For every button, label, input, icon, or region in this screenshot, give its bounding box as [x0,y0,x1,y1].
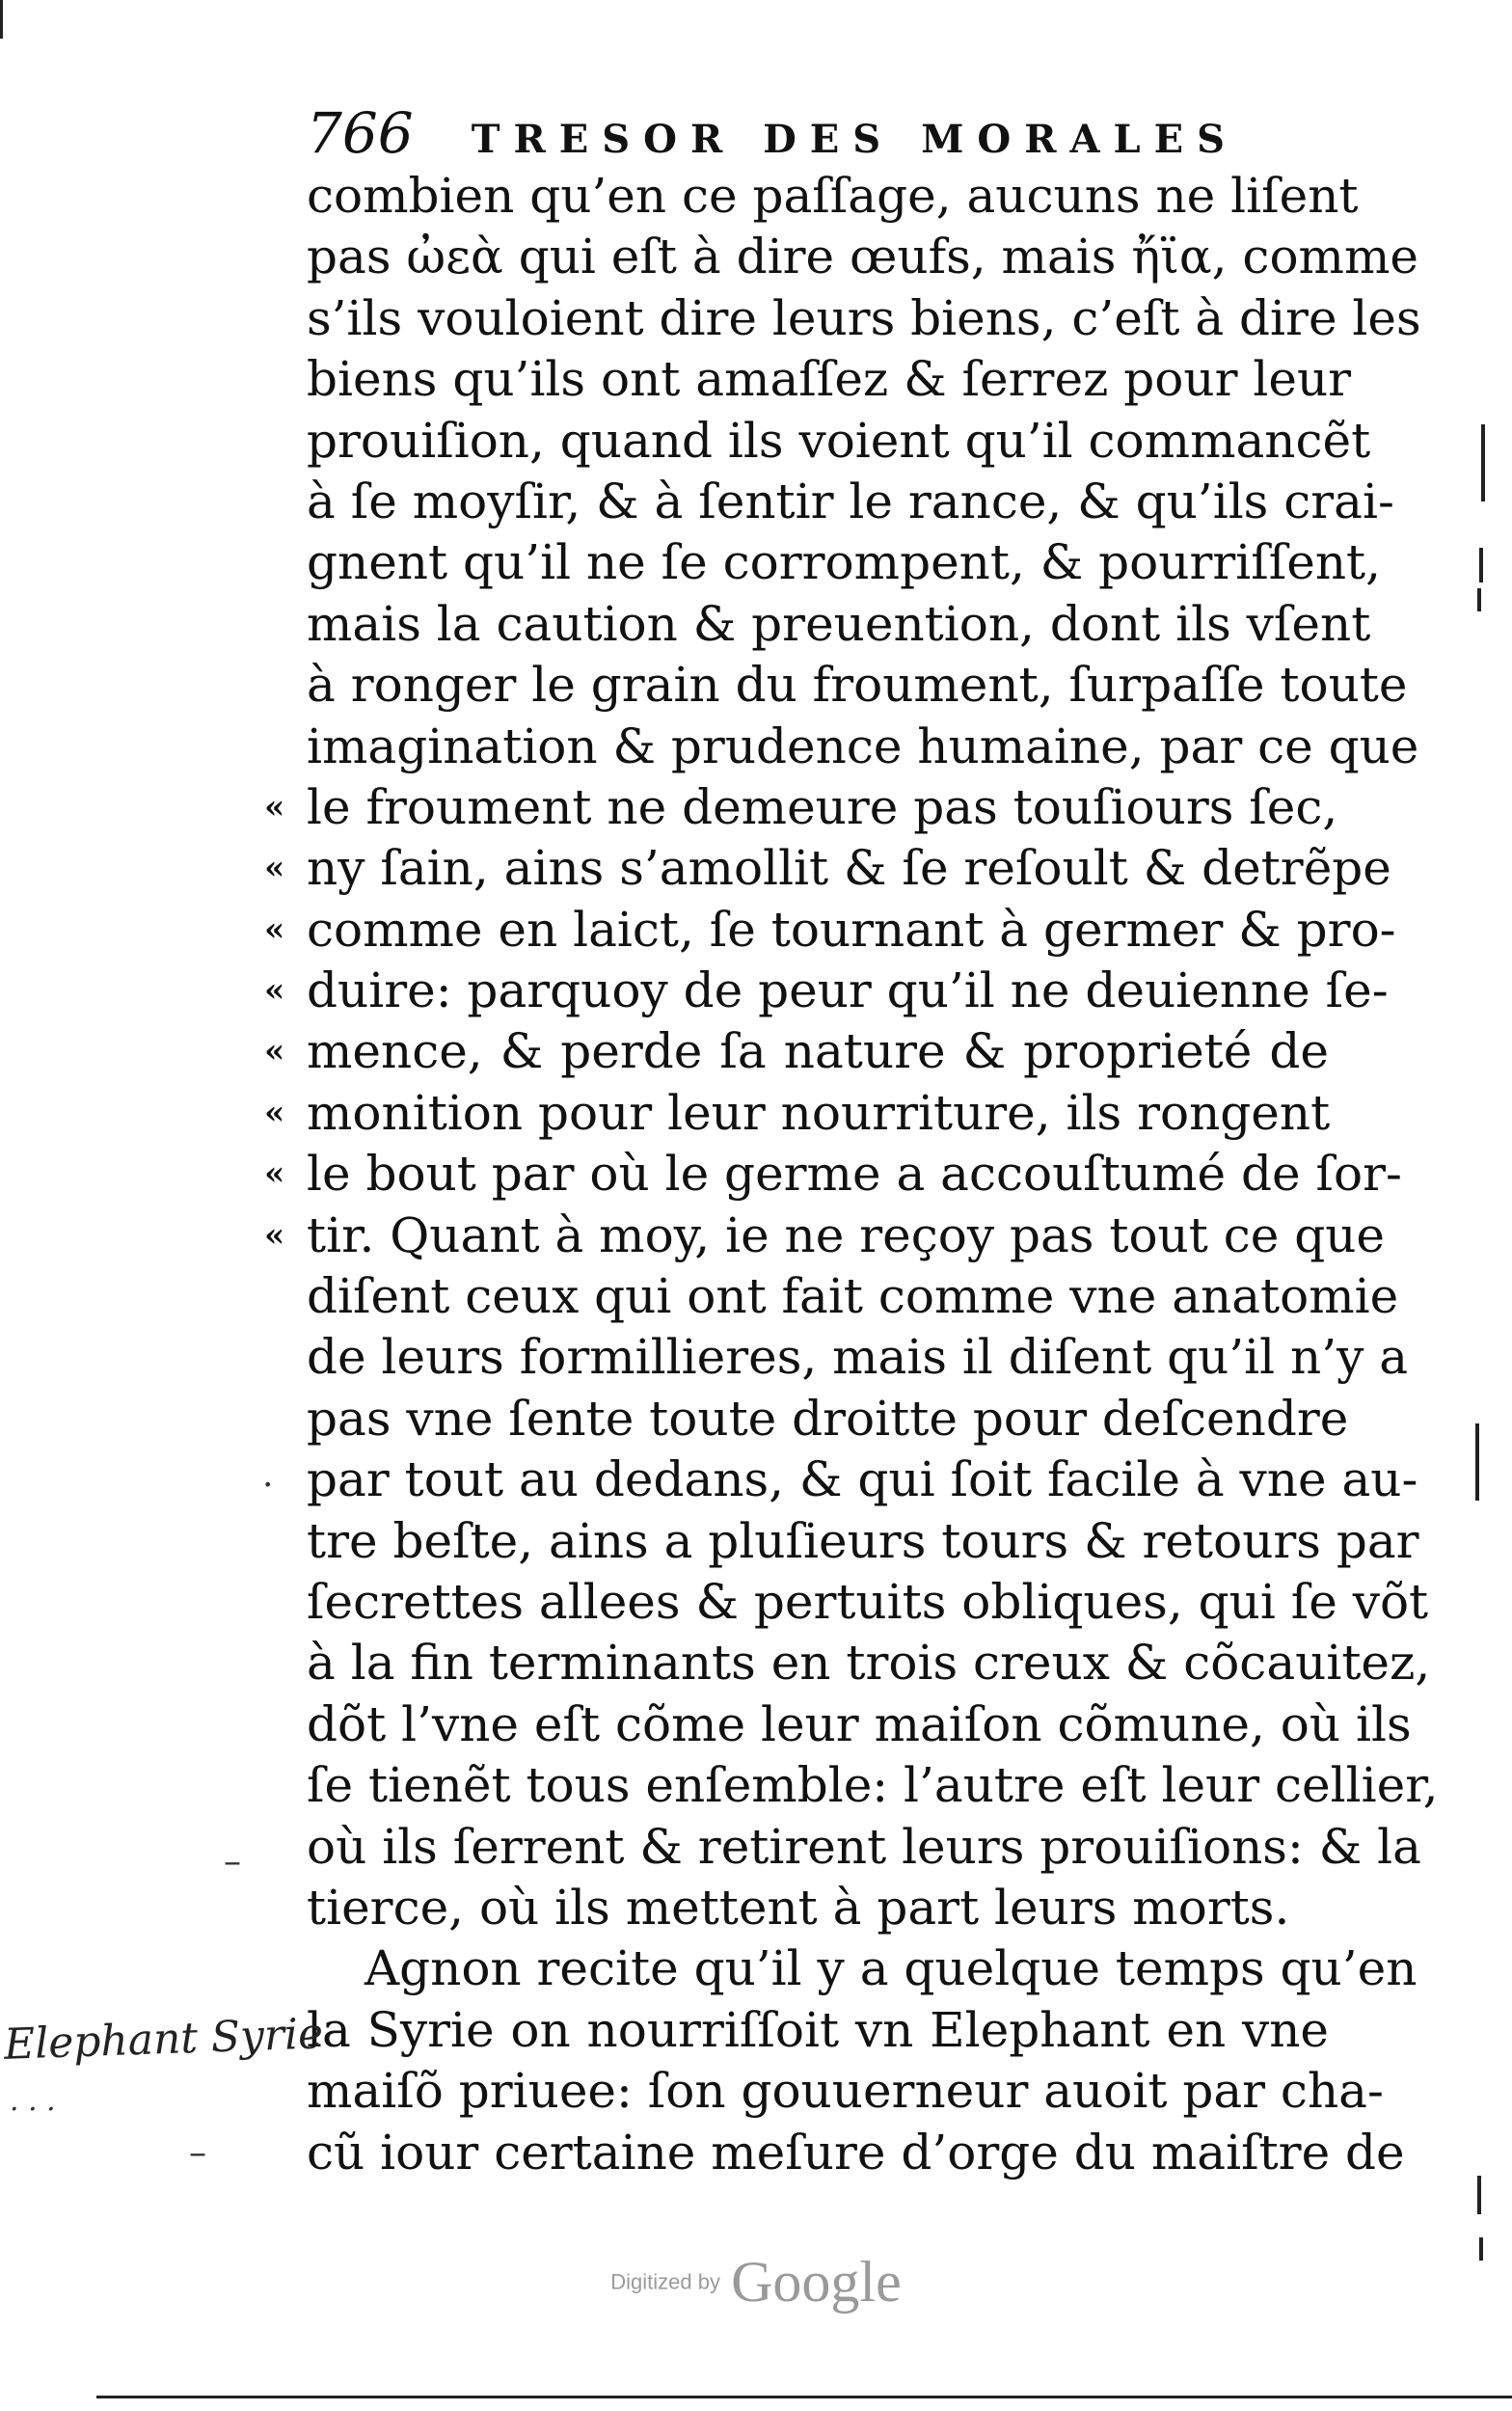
text-line [307,349,1352,410]
margin-rule [1477,588,1481,611]
text-line [307,717,1419,777]
text-line [307,1938,1418,1999]
line-text: duire: parquoy de peur qu’il ne deuienne ſe- [307,962,1389,1019]
scan-bottom-rule [96,2396,1512,2398]
quotation-mark: « [264,909,285,949]
text-line [307,1389,1349,1449]
line-text: le bout par où le germe a accouſtumé de ſor- [307,1146,1402,1203]
line-text: maiſõ priuee: ſon gouuerneur auoit par cha- [307,2063,1384,2120]
text-line [307,1817,1421,1878]
text-line [264,1206,1386,1266]
line-text: mais la caution & preuention, dont ils vſent [307,595,1371,652]
text-line [307,1266,1399,1327]
scan-edge-mark [0,0,3,39]
text-line [264,1021,1329,1082]
line-text: comme en laict, ſe tournant à germer & pro- [307,901,1396,958]
text-line [264,838,1391,899]
quotation-mark: « [264,1215,285,1255]
text-line [307,1327,1409,1388]
line-text: à la fin terminants en trois creux & cõcauitez, [307,1635,1431,1692]
text-line [307,166,1359,227]
text-line [307,1633,1431,1693]
line-text: cũ iour certaine meſure d’orge du maiſtre de [307,2124,1405,2181]
line-text: mence, & perde ſa nature & proprieté de [307,1023,1329,1080]
quotation-mark: « [264,971,285,1011]
line-text: tierce, où ils mettent à part leurs morts. [307,1879,1290,1936]
google-logo: Google [731,2250,902,2314]
text-line [307,1755,1439,1816]
line-text: la Syrie on nourriſſoit vn Elephant en vne [307,2001,1329,2058]
line-text: prouiſion, quand ils voient qu’il commancẽt [307,412,1371,469]
margin-rule [1481,424,1485,501]
margin-dash: – [189,2133,206,2173]
line-text: gnent qu’il ne ſe corrompent, & pourriſſent, [307,534,1382,591]
text-line [307,594,1371,655]
text-line [307,532,1382,593]
line-text: le froument ne demeure pas touſiours ſec, [307,778,1338,835]
text-line [307,2000,1329,2061]
quotation-mark: « [264,787,285,826]
line-text: pas vne ſente toute droitte pour deſcendre [307,1390,1349,1447]
line-text: tre beſte, ains a pluſieurs tours & retours par [307,1512,1419,1569]
text-line [307,2123,1405,2183]
margin-rule [1475,1423,1479,1501]
line-text: diſent ceux qui ont fait comme vne anatomie [307,1268,1399,1325]
line-text: biens qu’ils ont amaſſez & ſerrez pour leur [307,351,1352,408]
line-text: ny ſain, ains s’amollit & ſe reſoult & detrẽpe [307,840,1391,897]
text-line [264,961,1389,1021]
text-line [307,1449,1418,1510]
line-text: ſe tienẽt tous enſemble: l’autre eſt leur cellier, [307,1757,1439,1814]
text-line [307,1511,1419,1572]
line-text: monition pour leur nourriture, ils rongent [307,1084,1331,1141]
line-text: Agnon recite qu’il y a quelque temps qu’en [364,1940,1418,1997]
line-text: de leurs formillieres, mais il diſent qu’il n’y a [307,1329,1409,1386]
digitized-label: Digitized by [610,2269,720,2294]
line-text: pas ὠεὰ qui eſt à dire œufs, mais ἤϊα, comme [307,229,1418,285]
margin-rule [1477,2176,1481,2214]
page-number: 766 [307,100,414,166]
quotation-mark: « [264,1154,285,1194]
text-line [264,1144,1402,1205]
line-text: par tout au dedans, & qui ſoit facile à vne au- [307,1451,1418,1508]
text-line [307,472,1394,532]
text-line [307,227,1418,287]
text-line [264,900,1396,961]
margin-dot: · [262,1466,274,1505]
quotation-mark: « [264,1032,285,1071]
line-text: où ils ſerrent & retirent leurs prouiſions: & la [307,1818,1421,1875]
margin-rule [1479,548,1483,582]
text-line [307,1572,1429,1633]
text-line [307,655,1408,716]
digitization-footer [0,2249,1512,2316]
line-text: s’ils vouloient dire leurs biens, c’eſt à dire les [307,289,1421,346]
text-line [307,2061,1384,2122]
margin-dash: – [224,1842,241,1882]
line-text: imagination & prudence humaine, par ce que [307,718,1419,774]
quotation-mark: « [264,849,285,888]
text-line [307,411,1371,472]
line-text: combien qu’en ce paſſage, aucuns ne liſent [307,168,1359,224]
line-text: dõt l’vne eſt cõme leur maiſon cõmune, où ils [307,1695,1412,1752]
page-header [307,100,1329,168]
text-line [307,1878,1329,1938]
line-text: à ronger le grain du froument, ſurpaſſe toute [307,657,1408,714]
line-text: tir. Quant à moy, ie ne reçoy pas tout ce que [307,1206,1386,1263]
handwritten-margin-mark: · · · [10,2093,56,2127]
handwritten-margin-note: Elephant Syrie [3,2009,324,2070]
quotation-mark: « [264,1093,285,1132]
line-text: à ſe moyſir, & à ſentir le rance, & qu’ils crai- [307,473,1394,529]
body-text [264,166,1439,2183]
text-line [307,1694,1412,1755]
running-head: TRESOR DES MORALES [471,117,1238,162]
text-line [307,288,1421,349]
text-line [264,777,1338,838]
line-text: ſecrettes allees & pertuits obliques, qui ſe võt [307,1573,1429,1630]
text-line [264,1083,1331,1144]
